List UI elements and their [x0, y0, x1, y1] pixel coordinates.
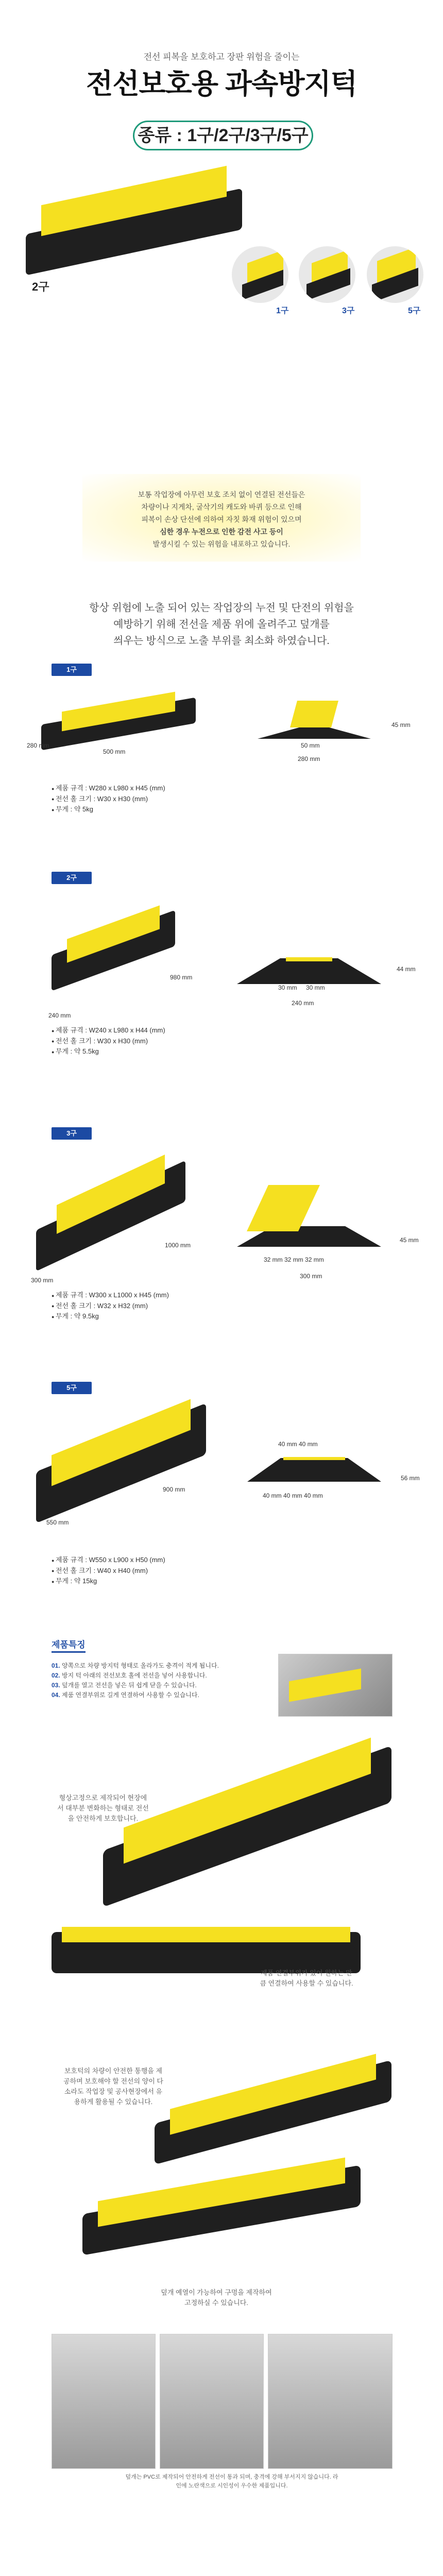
type-3-dim-l: 1000 mm [165, 1242, 191, 1249]
type-5-dim-w: 550 mm [46, 1519, 69, 1526]
feature-photo [278, 1654, 393, 1717]
type-3-dim-w: 300 mm [31, 1277, 54, 1284]
usage-photo-1 [52, 2334, 156, 2469]
intro-paragraph-2 [0, 600, 443, 649]
type-3-dim-bottom: 300 mm [300, 1273, 322, 1280]
feature-text: 방지 턱 아래의 전선보호 홀에 전선을 넣어 사용합니다. [62, 1672, 207, 1679]
page-title: 전선보호용 과속방지턱 [86, 69, 357, 99]
type-2-side-image [237, 943, 381, 989]
type-5-dim-l: 900 mm [163, 1486, 185, 1493]
type-5-dim-h: 56 mm [401, 1475, 420, 1482]
type-tab-1: 1구 [52, 664, 92, 676]
feature-num: 02. [52, 1672, 60, 1679]
spec-line: ● 무게 : 약 9.5kg [52, 1311, 169, 1322]
para2-line-3: 씌우는 방식으로 노출 부위를 최소화 하였습니다. [113, 635, 330, 647]
type-1-dim-l: 500 mm [103, 748, 126, 755]
large-product-image-3 [155, 2050, 391, 2154]
type-tab-3: 3구 [52, 1127, 92, 1140]
type-2-dim-bottom: 240 mm [292, 999, 314, 1007]
variant-5-label: 5구 [408, 307, 421, 315]
variant-1-image [232, 246, 288, 303]
type-1-dim-bottom: 280 mm [298, 755, 320, 762]
callout-5: 덮개는 PVC로 제작되어 안전하게 전선이 통과 되며, 충격에 강해 부서지지 않습니다. 라인에 노란색으로 시인성이 우수한 제품입니다. [125, 2474, 338, 2489]
type-2-dim-slot2: 30 mm [306, 984, 325, 991]
type-1-image [41, 690, 196, 752]
type-3-dim-h: 45 mm [400, 1236, 419, 1244]
usage-photo-2 [160, 2334, 264, 2469]
feature-item [52, 1671, 268, 1681]
spec-line: ● 무게 : 약 5.5kg [52, 1046, 165, 1057]
type-2-specs [52, 1025, 165, 1057]
feature-item [52, 1690, 268, 1700]
type-1-specs [52, 783, 165, 815]
spec-line: ● 무게 : 약 15kg [52, 1576, 165, 1587]
intro-line: 발생시킬 수 있는 위험을 내포하고 있습니다. [152, 540, 291, 548]
variant-3-label: 3구 [342, 307, 355, 315]
variant-5-image [367, 246, 423, 303]
type-1-dim-top: 50 mm [301, 742, 320, 749]
spec-line: ● 전선 홀 크기 : W30 x H30 (mm) [52, 794, 165, 805]
intro-line: 보통 작업장에 아무런 보호 조치 없이 연결된 전선들은 [138, 490, 305, 499]
type-1-side-image [247, 685, 381, 747]
callout-2: 제품 연결부위가 있어 원하는 만큼 연결하여 사용할 수 있습니다. [260, 1969, 353, 1987]
type-2-dim-h: 44 mm [397, 965, 416, 973]
type-5-image [36, 1406, 206, 1510]
feature-text: 제품 연결부위로 길게 연결하여 사용할 수 있습니다. [62, 1691, 199, 1699]
type-3-image [36, 1154, 185, 1257]
type-5-side-image [247, 1453, 381, 1489]
type-tab-5: 5구 [52, 1382, 92, 1394]
feature-num: 03. [52, 1682, 60, 1689]
feature-text: 양쪽으로 차량 방지턱 형태로 올라가도 충격이 적게 됩니다. [62, 1662, 219, 1669]
callout-3: 보호턱의 차량이 안전한 통행을 제공하며 보호해야 할 전선의 양이 다소라도 작업장 및 공사현장에서 유용하게 활용될 수 있습니다. [63, 2067, 163, 2106]
spec-line: ● 제품 규격 : W280 x L980 x H45 (mm) [52, 783, 165, 794]
type-2-dim-w: 240 mm [48, 1012, 71, 1019]
type-5-specs [52, 1555, 165, 1587]
spec-line: ● 제품 규격 : W550 x L900 x H50 (mm) [52, 1555, 165, 1566]
spec-line: ● 전선 홀 크기 : W32 x H32 (mm) [52, 1301, 169, 1312]
spec-line: ● 전선 홀 크기 : W30 x H30 (mm) [52, 1036, 165, 1047]
type-3-dim-slots: 32 mm 32 mm 32 mm [264, 1256, 324, 1263]
type-5-dim-slots-bot: 40 mm 40 mm 40 mm [263, 1492, 323, 1499]
intro-box [82, 474, 361, 562]
para2-line-2: 예방하기 위해 전선을 제품 위에 올려주고 덮개를 [113, 619, 330, 630]
spec-line: ● 무게 : 약 5kg [52, 804, 165, 815]
feature-item [52, 1681, 268, 1690]
type-1-dim-h: 45 mm [391, 721, 411, 728]
header-subtitle: 전선 피복을 보호하고 장판 위험을 줄이는 [143, 52, 300, 62]
intro-line: 차량이나 지게차, 굴삭기의 캐도와 바퀴 등으로 인해 [141, 503, 302, 511]
type-2-image [52, 907, 175, 984]
features-list [52, 1661, 268, 1700]
type-2-dim-slot1: 30 mm [278, 984, 297, 991]
feature-num: 01. [52, 1662, 60, 1669]
spec-line: ● 제품 규격 : W300 x L1000 x H45 (mm) [52, 1290, 169, 1301]
type-tab-2: 2구 [52, 872, 92, 884]
usage-photo-3 [268, 2334, 393, 2469]
intro-line: 심한 경우 누전으로 인한 감전 사고 등이 [160, 528, 283, 536]
variant-1-label: 1구 [276, 307, 289, 315]
hero-product-image [21, 175, 247, 283]
hero-main-label: 2구 [32, 280, 49, 293]
feature-item [52, 1661, 268, 1671]
feature-num: 04. [52, 1691, 60, 1699]
spec-line: ● 전선 홀 크기 : W40 x H40 (mm) [52, 1566, 165, 1577]
para2-line-1: 항상 위험에 노출 되어 있는 작업장의 누전 및 단전의 위험을 [89, 602, 354, 614]
kinds-badge: 종류 : 1구/2구/3구/5구 [133, 121, 313, 150]
intro-line: 피복이 손상 단선에 의하여 자칫 화재 위험이 있으며 [141, 515, 302, 523]
features-heading: 제품특징 [52, 1637, 86, 1653]
type-1-dim-w: 280 mm [27, 742, 49, 749]
variant-3-image [299, 246, 355, 303]
callout-4: 덮개 예열이 가능하여 구멍을 제작하여 고정하실 수 있습니다. [161, 2289, 272, 2307]
feature-text: 덮개를 열고 전선을 넣은 뒤 쉽게 닫을 수 있습니다. [62, 1682, 197, 1689]
type-2-dim-l: 980 mm [170, 974, 193, 981]
type-3-side-image [237, 1185, 381, 1252]
type-3-specs [52, 1290, 169, 1322]
callout-1: 형상고정으로 제작되어 현장에서 대부분 변화하는 형태로 전선을 안전하게 보호합니다. [57, 1794, 149, 1822]
type-5-dim-slots-top: 40 mm 40 mm [278, 1440, 318, 1448]
spec-line: ● 제품 규격 : W240 x L980 x H44 (mm) [52, 1025, 165, 1036]
large-product-image-4 [82, 2154, 361, 2257]
